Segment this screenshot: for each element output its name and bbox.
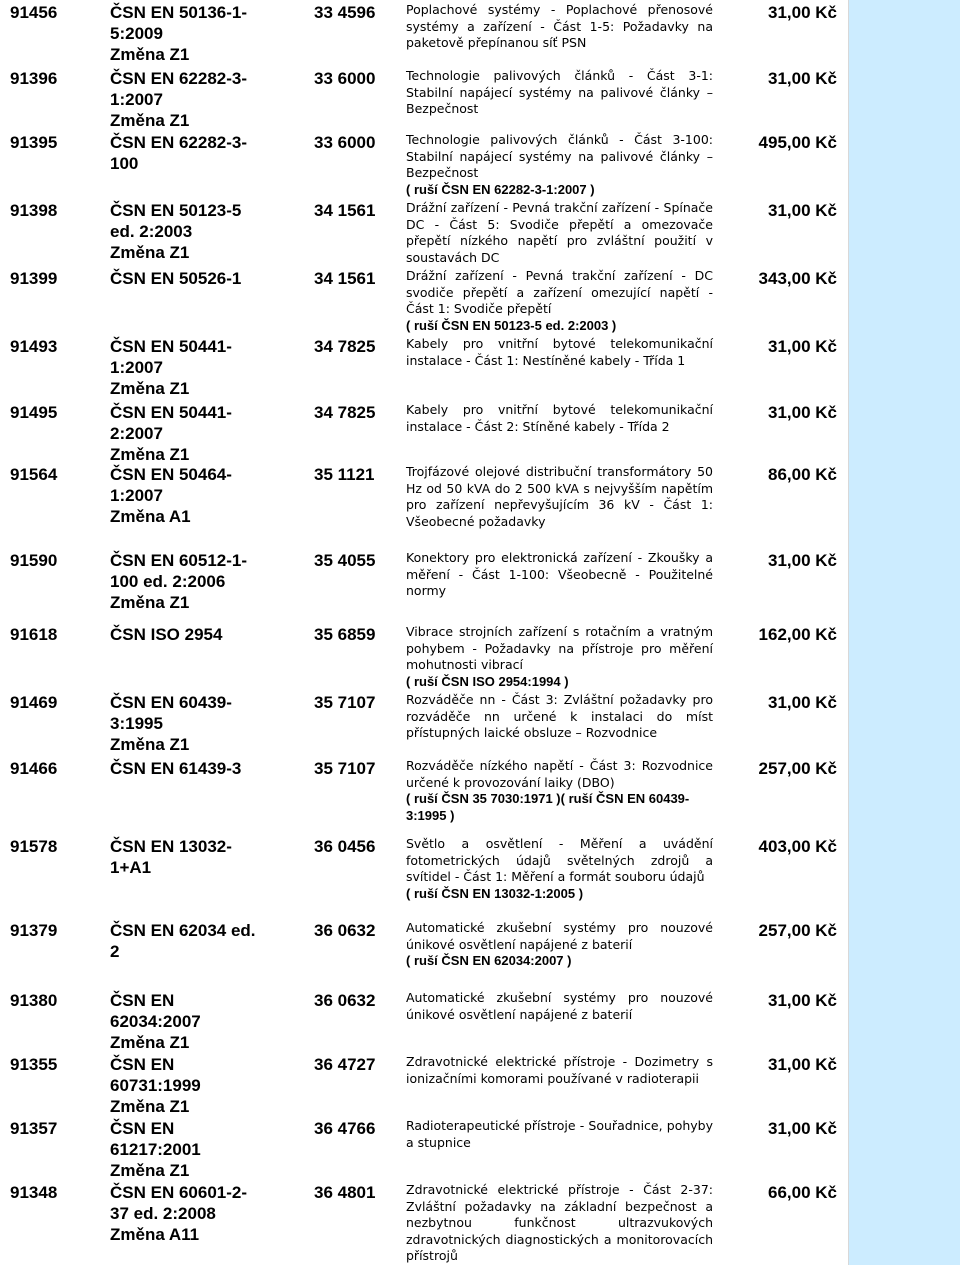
standard-description xyxy=(406,132,713,198)
class-code: 36 0632 xyxy=(314,991,376,1010)
price: 31,00 Kč xyxy=(768,3,837,22)
class-code: 34 7825 xyxy=(314,337,376,356)
standard-code: ČSN EN 50526-1 xyxy=(110,269,242,288)
standard-code: ČSN EN 50441- 2:2007 Změna Z1 xyxy=(110,403,232,464)
price: 31,00 Kč xyxy=(768,991,837,1010)
catalog-number: 91357 xyxy=(10,1119,58,1138)
catalog-number: 91495 xyxy=(10,403,58,422)
class-code: 33 6000 xyxy=(314,133,376,152)
standard-code: ČSN EN 50464- 1:2007 Změna A1 xyxy=(110,465,232,526)
standard-code: ČSN EN 62034:2007 Změna Z1 xyxy=(110,991,201,1052)
catalog-number: 91590 xyxy=(10,551,58,570)
price: 343,00 Kč xyxy=(758,269,837,288)
standard-code: ČSN EN 62282-3- 100 xyxy=(110,133,248,173)
catalog-number: 91348 xyxy=(10,1183,58,1202)
description-text: Radioterapeutické přístroje - Souřadnice, pohyby a stupnice xyxy=(406,1118,713,1150)
standard-description xyxy=(406,692,713,742)
description-text: Zdravotnické elektrické přístroje - Dozimetry s ionizačními komorami používané v radioterapii xyxy=(406,1054,713,1086)
class-code: 36 0632 xyxy=(314,921,376,940)
price: 495,00 Kč xyxy=(758,133,837,152)
price: 31,00 Kč xyxy=(768,337,837,356)
catalog-number: 91398 xyxy=(10,201,58,220)
standard-code: ČSN EN 61217:2001 Změna Z1 xyxy=(110,1119,201,1180)
description-text: Zdravotnické elektrické přístroje - Část 2-37: Zvláštní požadavky na základní bezpečnost a nezbytnou funkčnost ultrazvukových zdravotnických diagnostických a monitorovacích přístrojů xyxy=(406,1182,713,1263)
price: 86,00 Kč xyxy=(768,465,837,484)
standard-code: ČSN EN 50123-5 ed. 2:2003 Změna Z1 xyxy=(110,201,242,262)
description-text: Vibrace strojních zařízení s rotačním a vratným pohybem - Požadavky na přístroje pro měření mohutnosti vibrací xyxy=(406,624,713,672)
price: 257,00 Kč xyxy=(758,759,837,778)
standard-description xyxy=(406,2,713,52)
price: 66,00 Kč xyxy=(768,1183,837,1202)
description-text: Světlo a osvětlení - Měření a uvádění fotometrických údajů světelných zdrojů a svítidel - Část 1: Měření a formát souboru údajů xyxy=(406,836,713,884)
class-code: 36 4766 xyxy=(314,1119,376,1138)
class-code: 35 7107 xyxy=(314,759,376,778)
class-code: 33 6000 xyxy=(314,69,376,88)
standard-code: ČSN EN 61439-3 xyxy=(110,759,242,778)
class-code: 36 0456 xyxy=(314,837,376,856)
standard-code: ČSN EN 62034 ed. 2 xyxy=(110,921,256,961)
price: 257,00 Kč xyxy=(758,921,837,940)
catalog-number: 91466 xyxy=(10,759,58,778)
description-text: Technologie palivových článků - Část 3-100: Stabilní napájecí systémy na palivové články – Bezpečnost xyxy=(406,132,713,180)
class-code: 35 1121 xyxy=(314,465,375,484)
catalog-number: 91493 xyxy=(10,337,58,356)
catalog-number: 91355 xyxy=(10,1055,58,1074)
catalog-number: 91578 xyxy=(10,837,58,856)
catalog-number: 91469 xyxy=(10,693,58,712)
price: 31,00 Kč xyxy=(768,551,837,570)
catalog-number: 91618 xyxy=(10,625,58,644)
standard-description xyxy=(406,200,713,266)
description-text: Automatické zkušební systémy pro nouzové únikové osvětlení napájené z baterií xyxy=(406,920,713,952)
catalog-number: 91379 xyxy=(10,921,58,940)
replaces-note: ( ruší ČSN EN 13032-1:2005 ) xyxy=(406,885,584,901)
standard-description xyxy=(406,1182,713,1265)
standard-description xyxy=(406,990,713,1023)
description-text: Kabely pro vnitřní bytové telekomunikační instalace - Část 1: Nestíněné kabely - Třída 1 xyxy=(406,336,713,368)
description-text: Automatické zkušební systémy pro nouzové únikové osvětlení napájené z baterií xyxy=(406,990,713,1022)
class-code: 33 4596 xyxy=(314,3,376,22)
replaces-note: ( ruší ČSN EN 50123-5 ed. 2:2003 ) xyxy=(406,317,617,333)
price: 31,00 Kč xyxy=(768,693,837,712)
price: 31,00 Kč xyxy=(768,69,837,88)
standard-description xyxy=(406,402,713,435)
class-code: 36 4801 xyxy=(314,1183,376,1202)
class-code: 35 7107 xyxy=(314,693,376,712)
class-code: 35 6859 xyxy=(314,625,376,644)
description-text: Trojfázové olejové distribuční transformátory 50 Hz od 50 kVA do 2 500 kVA s nejvyšším napětím pro zařízení nepřevyšujícím 36 kV - Část 1: Všeobecné požadavky xyxy=(406,464,713,529)
class-code: 34 1561 xyxy=(314,201,376,220)
standard-code: ČSN EN 50441- 1:2007 Změna Z1 xyxy=(110,337,232,398)
class-code: 35 4055 xyxy=(314,551,376,570)
price: 31,00 Kč xyxy=(768,1119,837,1138)
description-text: Kabely pro vnitřní bytové telekomunikační instalace - Část 2: Stíněné kabely - Třída 2 xyxy=(406,402,713,434)
catalog-number: 91396 xyxy=(10,69,58,88)
order-column xyxy=(848,0,960,1265)
catalog-number: 91395 xyxy=(10,133,58,152)
standard-code: ČSN EN 60601-2- 37 ed. 2:2008 Změna A11 xyxy=(110,1183,248,1244)
catalog-number: 91380 xyxy=(10,991,58,1010)
replaces-note: ( ruší ČSN EN 62034:2007 ) xyxy=(406,953,572,968)
standard-description xyxy=(406,464,713,530)
class-code: 34 7825 xyxy=(314,403,376,422)
standard-code: ČSN EN 60731:1999 Změna Z1 xyxy=(110,1055,201,1116)
catalog-number: 91456 xyxy=(10,3,58,22)
standard-description xyxy=(406,68,713,118)
standard-description xyxy=(406,550,713,600)
catalog-number: 91564 xyxy=(10,465,58,484)
class-code: 34 1561 xyxy=(314,269,376,288)
standard-code: ČSN EN 60512-1- 100 ed. 2:2006 Změna Z1 xyxy=(110,551,248,612)
replaces-note: ( ruší ČSN 35 7030:1971 )( ruší ČSN EN 60439-3:1995 ) xyxy=(406,791,690,823)
price: 31,00 Kč xyxy=(768,403,837,422)
description-text: Konektory pro elektronická zařízení - Zkoušky a měření - Část 1-100: Všeobecně - Použitelné normy xyxy=(406,550,713,598)
description-text: Drážní zařízení - Pevná trakční zařízení - DC svodiče přepětí a zařízení omezující napětí - Část 1: Svodiče přepětí xyxy=(406,268,713,316)
description-text: Technologie palivových článků - Část 3-1: Stabilní napájecí systémy na palivové články – Bezpečnost xyxy=(406,68,713,116)
standard-code: ČSN EN 50136-1- 5:2009 Změna Z1 xyxy=(110,3,248,64)
standard-description xyxy=(406,1118,713,1151)
price: 31,00 Kč xyxy=(768,1055,837,1074)
standard-description xyxy=(406,336,713,369)
catalog-number: 91399 xyxy=(10,269,58,288)
standard-description xyxy=(406,268,713,334)
standard-description xyxy=(406,920,713,970)
price: 162,00 Kč xyxy=(758,625,837,644)
replaces-note: ( ruší ČSN EN 62282-3-1:2007 ) xyxy=(406,181,595,197)
price: 31,00 Kč xyxy=(768,201,837,220)
description-text: Poplachové systémy - Poplachové přenosové systémy a zařízení - Část 1-5: Požadavky na paketově přepínanou síť PSN xyxy=(406,2,713,50)
standard-code: ČSN EN 13032- 1+A1 xyxy=(110,837,232,877)
description-text: Rozváděče nízkého napětí - Část 3: Rozvodnice určené k provozování laiky (DBO) xyxy=(406,758,713,790)
description-text: Rozváděče nn - Část 3: Zvláštní požadavky pro rozváděče nn určené k instalaci do míst přístupných laické obsluze – Rozvodnice xyxy=(406,692,713,740)
standard-description xyxy=(406,836,713,902)
standard-description xyxy=(406,624,713,690)
price: 403,00 Kč xyxy=(758,837,837,856)
standard-code: ČSN EN 60439- 3:1995 Změna Z1 xyxy=(110,693,232,754)
standard-code: ČSN ISO 2954 xyxy=(110,625,223,644)
standard-description xyxy=(406,1054,713,1087)
standard-description xyxy=(406,758,713,824)
description-text: Drážní zařízení - Pevná trakční zařízení - Spínače DC - Část 5: Svodiče přepětí a omezovače přepětí nízkého napětí pro zvláštní použití v soustavách DC xyxy=(406,200,713,265)
replaces-note: ( ruší ČSN ISO 2954:1994 ) xyxy=(406,673,569,689)
class-code: 36 4727 xyxy=(314,1055,376,1074)
standard-code: ČSN EN 62282-3- 1:2007 Změna Z1 xyxy=(110,69,248,130)
